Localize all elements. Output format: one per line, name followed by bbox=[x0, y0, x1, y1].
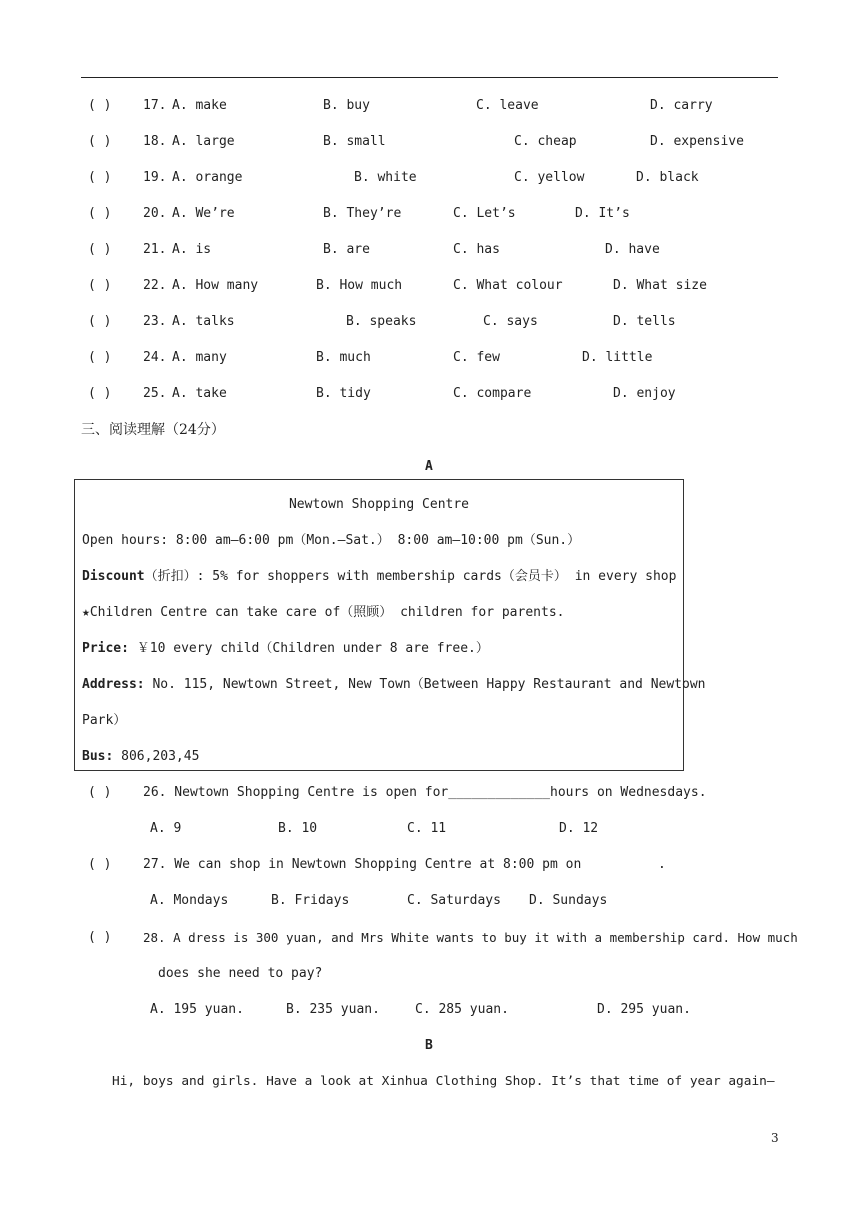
option-a: A. is bbox=[172, 242, 212, 257]
question-stem: 26. Newtown Shopping Centre is open for_____________hours on Wednesdays. bbox=[143, 785, 707, 800]
option-b: B. They’re bbox=[323, 206, 402, 221]
option-b: B. buy bbox=[323, 98, 370, 113]
question-number: 24. bbox=[143, 350, 167, 365]
price-text: ￥10 every child（Children under 8 are free.） bbox=[128, 641, 489, 656]
passage-b-text: Hi, boys and girls. Have a look at Xinhua Clothing Shop. It’s that time of year again— bbox=[112, 1074, 775, 1089]
bus-label: Bus: bbox=[82, 749, 114, 764]
answer-blank[interactable]: ( ) bbox=[88, 278, 112, 293]
option-c: C. What colour bbox=[453, 278, 563, 293]
question-number: 17. bbox=[143, 98, 167, 113]
option-a: A. talks bbox=[172, 314, 235, 329]
passage-b-label: B bbox=[425, 1038, 433, 1053]
question-stem: 28. A dress is 300 yuan, and Mrs White wants to buy it with a membership card. How much bbox=[143, 930, 798, 945]
notice-bus bbox=[82, 748, 199, 766]
option-c: C. Saturdays bbox=[407, 893, 501, 908]
question-stem: 27. We can shop in Newtown Shopping Centre at 8:00 pm on bbox=[143, 857, 582, 872]
question-stem-end: . bbox=[658, 857, 666, 872]
option-c: C. few bbox=[453, 350, 500, 365]
notice-hours: Open hours: 8:00 am—6:00 pm（Mon.—Sat.） 8:00 am—10:00 pm（Sun.） bbox=[82, 533, 581, 548]
option-a: A. large bbox=[172, 134, 235, 149]
option-b: B. Fridays bbox=[271, 893, 350, 908]
option-d: D. 12 bbox=[559, 821, 599, 836]
answer-blank[interactable]: ( ) bbox=[88, 785, 112, 800]
answer-blank[interactable]: ( ) bbox=[88, 350, 112, 365]
option-a: A. 9 bbox=[150, 821, 182, 836]
option-b: B. speaks bbox=[346, 314, 417, 329]
option-d: D. Sundays bbox=[529, 893, 608, 908]
page-number: 3 bbox=[771, 1131, 779, 1145]
option-a: A. orange bbox=[172, 170, 243, 185]
question-number: 25. bbox=[143, 386, 167, 401]
option-b: B. How much bbox=[316, 278, 403, 293]
answer-blank[interactable]: ( ) bbox=[88, 206, 112, 221]
notice-title: Newtown Shopping Centre bbox=[288, 497, 469, 512]
question-stem-cont: does she need to pay? bbox=[158, 966, 323, 981]
notice-price bbox=[82, 640, 489, 658]
option-c: C. says bbox=[483, 314, 538, 329]
address-label: Address: bbox=[82, 677, 145, 692]
option-a: A. many bbox=[172, 350, 227, 365]
option-a: A. take bbox=[172, 386, 227, 401]
option-a: A. make bbox=[172, 98, 227, 113]
option-c: C. yellow bbox=[514, 170, 585, 185]
option-d: D. black bbox=[636, 170, 699, 185]
option-b: B. small bbox=[323, 134, 386, 149]
option-c: C. compare bbox=[453, 386, 532, 401]
option-c: C. has bbox=[453, 242, 500, 257]
option-b: B. 10 bbox=[278, 821, 318, 836]
option-c: C. Let’s bbox=[453, 206, 516, 221]
option-d: D. carry bbox=[650, 98, 713, 113]
option-b: B. 235 yuan. bbox=[286, 1002, 380, 1017]
answer-blank[interactable]: ( ) bbox=[88, 98, 112, 113]
question-number: 23. bbox=[143, 314, 167, 329]
question-number: 19. bbox=[143, 170, 167, 185]
option-d: D. It’s bbox=[575, 206, 630, 221]
option-c: C. 11 bbox=[407, 821, 447, 836]
option-d: D. little bbox=[582, 350, 653, 365]
option-b: B. are bbox=[323, 242, 370, 257]
notice-children: ★Children Centre can take care of（照顾） children for parents. bbox=[82, 605, 565, 620]
option-d: D. 295 yuan. bbox=[597, 1002, 691, 1017]
discount-label: Discount bbox=[82, 569, 145, 584]
option-d: D. enjoy bbox=[613, 386, 676, 401]
price-label: Price: bbox=[82, 641, 129, 656]
option-a: A. 195 yuan. bbox=[150, 1002, 244, 1017]
answer-blank[interactable]: ( ) bbox=[88, 930, 112, 945]
notice-discount bbox=[82, 568, 676, 586]
option-b: B. much bbox=[316, 350, 371, 365]
option-c: C. 285 yuan. bbox=[415, 1002, 509, 1017]
answer-blank[interactable]: ( ) bbox=[88, 170, 112, 185]
option-c: C. leave bbox=[476, 98, 539, 113]
option-a: A. We’re bbox=[172, 206, 235, 221]
answer-blank[interactable]: ( ) bbox=[88, 314, 112, 329]
address-text: No. 115, Newtown Street, New Town（Between Happy Restaurant and Newtown bbox=[144, 677, 706, 692]
bus-text: 806,203,45 bbox=[113, 749, 200, 764]
notice-box bbox=[74, 479, 706, 771]
answer-blank[interactable]: ( ) bbox=[88, 386, 112, 401]
option-d: D. have bbox=[605, 242, 660, 257]
answer-blank[interactable]: ( ) bbox=[88, 242, 112, 257]
discount-text: （折扣）: 5% for shoppers with membership cards（会员卡） in every shop bbox=[144, 569, 677, 584]
answer-blank[interactable]: ( ) bbox=[88, 857, 112, 872]
header-rule bbox=[81, 77, 778, 78]
option-d: D. expensive bbox=[650, 134, 744, 149]
option-a: A. Mondays bbox=[150, 893, 229, 908]
option-d: D. tells bbox=[613, 314, 676, 329]
notice-address bbox=[82, 676, 706, 694]
question-number: 20. bbox=[143, 206, 167, 221]
option-b: B. tidy bbox=[316, 386, 371, 401]
option-b: B. white bbox=[354, 170, 417, 185]
passage-a-label: A bbox=[425, 459, 433, 474]
question-number: 21. bbox=[143, 242, 167, 257]
section-title: 三、阅读理解（24分） bbox=[81, 422, 225, 438]
question-number: 22. bbox=[143, 278, 167, 293]
notice-address-cont: Park） bbox=[82, 713, 127, 728]
question-number: 18. bbox=[143, 134, 167, 149]
option-c: C. cheap bbox=[514, 134, 577, 149]
option-a: A. How many bbox=[172, 278, 259, 293]
option-d: D. What size bbox=[613, 278, 707, 293]
answer-blank[interactable]: ( ) bbox=[88, 134, 112, 149]
